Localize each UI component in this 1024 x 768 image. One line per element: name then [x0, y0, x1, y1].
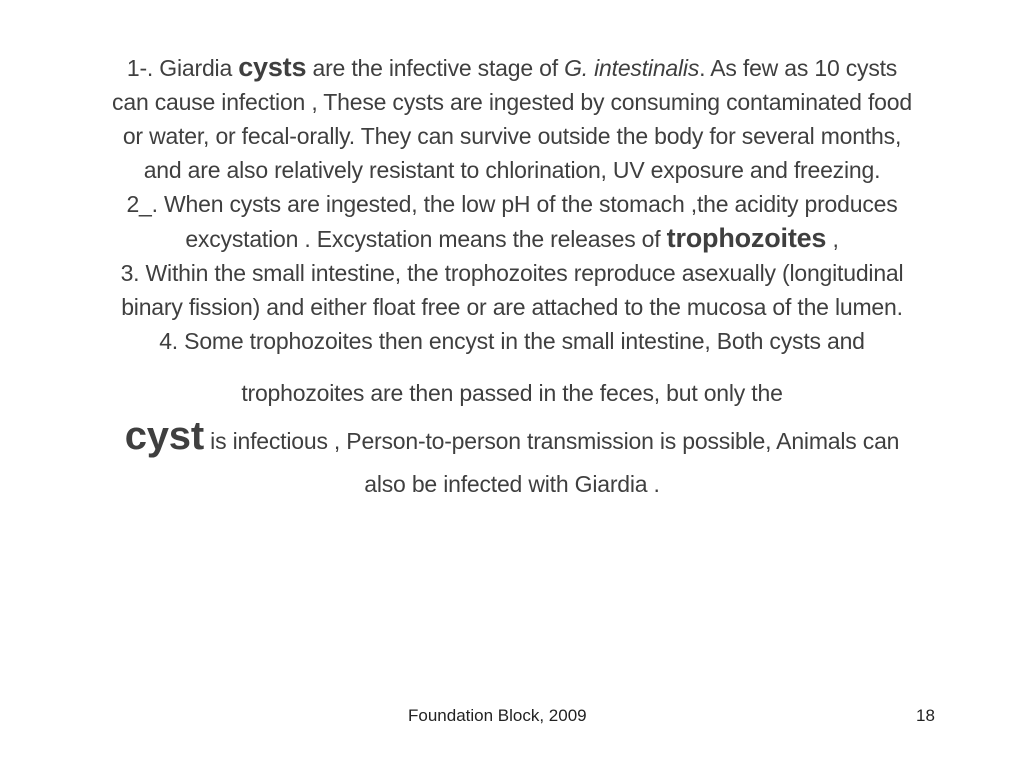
p1-line2: can cause infection , These cysts are ingested by consuming contaminated food	[112, 89, 912, 115]
p2-line2	[6, 221, 1018, 256]
p1-line3: or water, or fecal-orally. They can survive outside the body for several months,	[122, 123, 902, 149]
p2-line1: 2_. When cysts are ingested, the low pH of the stomach ,the acidity produces	[126, 191, 898, 217]
p1-end: . As few as 10 cysts	[699, 55, 898, 81]
p4-line1: 4. Some trophozoites then encyst in the small intestine, Both cysts and	[159, 328, 865, 354]
p3-line2: binary fission) and either float free or are attached to the mucosa of the lumen.	[121, 294, 903, 320]
p1-emphasis-cysts: cysts	[238, 52, 307, 82]
footer-source: Foundation Block, 2009	[408, 706, 587, 725]
p1-species-name: G. intestinalis	[564, 55, 700, 81]
p1-mid: are the infective stage of	[306, 55, 565, 81]
slide-number: 18	[916, 706, 935, 725]
p2-line2-end: ,	[826, 226, 839, 252]
p4-line4: also be infected with Giardia .	[364, 471, 660, 497]
spacer	[6, 358, 1018, 376]
p1-line4: and are also relatively resistant to chlorination, UV exposure and freezing.	[143, 157, 881, 183]
p1-line1	[6, 50, 1018, 85]
p2-emphasis-trophozoites: trophozoites	[666, 223, 827, 253]
p3-line1: 3. Within the small intestine, the trophozoites reproduce asexually (longitudinal	[120, 260, 904, 286]
p2-line2-lead: excystation . Excystation means the releases of	[185, 226, 667, 252]
p4-line2: trophozoites are then passed in the feces, but only the	[241, 380, 783, 406]
p4-line3-rest: is infectious , Person-to-person transmission is possible, Animals can	[203, 428, 900, 454]
slide-body-text	[6, 50, 1018, 501]
p4-line3	[6, 410, 1018, 467]
p1-lead: 1-. Giardia	[126, 55, 239, 81]
p4-emphasis-cyst: cyst	[124, 414, 204, 458]
